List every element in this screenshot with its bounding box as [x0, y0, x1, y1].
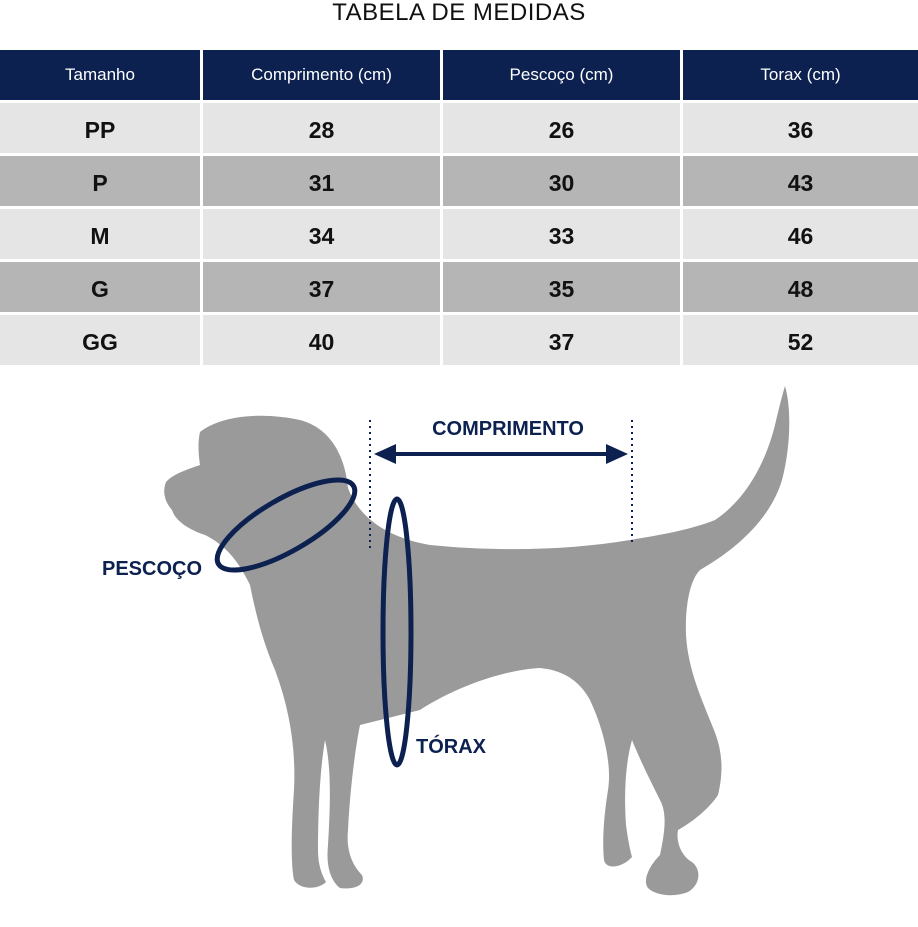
cell-torax: 46	[683, 209, 918, 259]
cell-size: PP	[0, 103, 200, 153]
cell-comprimento: 37	[203, 262, 440, 312]
cell-torax: 43	[683, 156, 918, 206]
cell-size: GG	[0, 315, 200, 365]
cell-size: G	[0, 262, 200, 312]
table-row	[0, 262, 918, 312]
cell-pescoco: 35	[443, 262, 680, 312]
dog-measurement-diagram	[0, 370, 918, 927]
cell-torax: 52	[683, 315, 918, 365]
table-row	[0, 209, 918, 259]
cell-size: M	[0, 209, 200, 259]
header-tamanho: Tamanho	[0, 50, 200, 100]
dog-body	[164, 386, 789, 895]
page-title: TABELA DE MEDIDAS	[332, 0, 586, 26]
table-row	[0, 103, 918, 153]
cell-torax: 36	[683, 103, 918, 153]
cell-comprimento: 34	[203, 209, 440, 259]
cell-comprimento: 31	[203, 156, 440, 206]
cell-pescoco: 26	[443, 103, 680, 153]
torax-label: TÓRAX	[416, 736, 486, 758]
dog-silhouette	[164, 386, 789, 895]
table-row	[0, 315, 918, 365]
header-comprimento: Comprimento (cm)	[203, 50, 440, 100]
cell-size: P	[0, 156, 200, 206]
comprimento-arrow-left-icon	[374, 444, 396, 464]
cell-comprimento: 40	[203, 315, 440, 365]
cell-pescoco: 30	[443, 156, 680, 206]
cell-torax: 48	[683, 262, 918, 312]
header-torax: Torax (cm)	[683, 50, 918, 100]
size-table	[0, 50, 918, 368]
cell-comprimento: 28	[203, 103, 440, 153]
table-row	[0, 156, 918, 206]
cell-pescoco: 37	[443, 315, 680, 365]
comprimento-label: COMPRIMENTO	[432, 418, 584, 440]
table-header-row	[0, 50, 918, 100]
comprimento-arrow-right-icon	[606, 444, 628, 464]
pescoco-label: PESCOÇO	[102, 558, 203, 580]
header-pescoco: Pescoço (cm)	[443, 50, 680, 100]
cell-pescoco: 33	[443, 209, 680, 259]
